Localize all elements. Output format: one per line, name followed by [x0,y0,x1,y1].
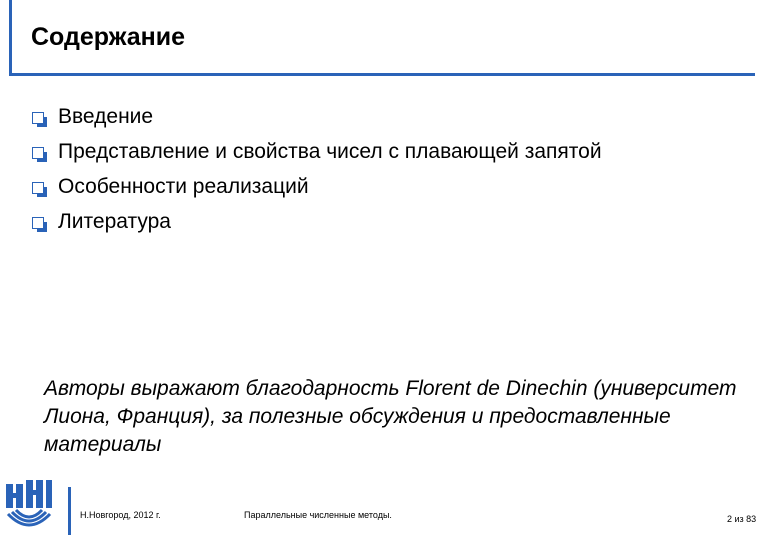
list-item-label: Особенности реализаций [58,175,309,198]
page-number: 2 из 83 [727,514,757,524]
acknowledgement-text: Авторы выражают благодарность Florent de Dinechin (университет Лиона, Франция), за полезные обсуждения и предоставленные материалы [44,377,737,456]
unn-logo-icon [4,478,54,536]
checkbox-bullet-icon [32,147,44,159]
checkbox-bullet-icon [32,217,44,229]
footer-divider [68,487,71,535]
title-rule-vertical [9,0,12,76]
list-item [48,134,602,169]
list-item-label: Введение [58,105,154,128]
title-rule-horizontal [9,73,755,76]
checkbox-bullet-icon [32,182,44,194]
list-item [48,169,602,204]
list-item [48,204,602,239]
footer-place-year: Н.Новгород, 2012 г. [80,510,161,520]
checkbox-bullet-icon [32,112,44,124]
contents-list [48,99,602,239]
list-item-label: Представление и свойства чисел с плавающей запятой [58,140,602,163]
list-item [48,99,602,134]
list-item-label: Литература [58,210,171,233]
slide-title: Содержание [31,23,186,51]
footer-course-title: Параллельные численные методы. [244,510,392,520]
